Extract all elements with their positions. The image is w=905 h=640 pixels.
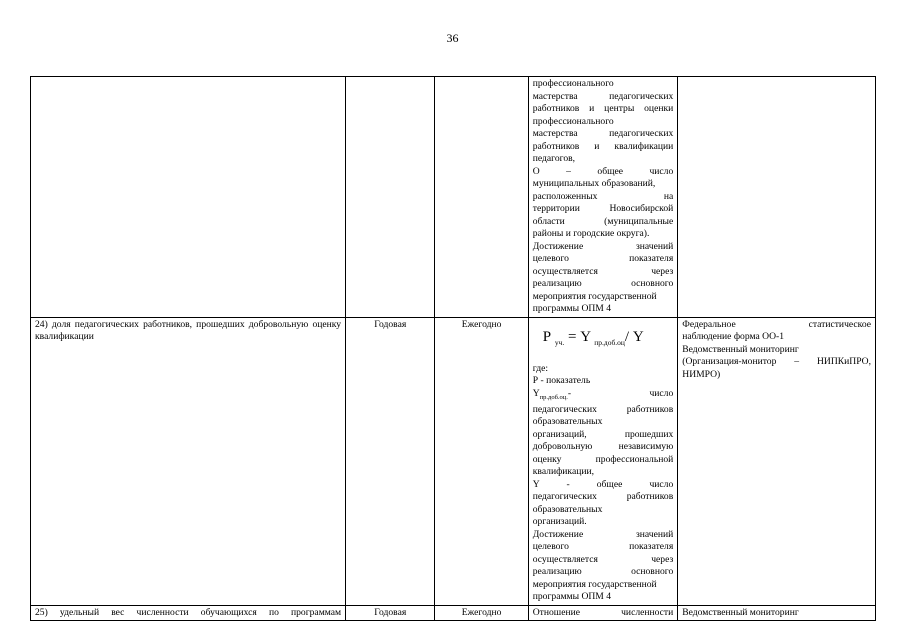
text-line: добровольную независимую	[532, 441, 674, 453]
text-line: работников и центры оценки	[532, 103, 674, 114]
formula-lhs-sub: уч.	[554, 337, 565, 347]
text-line: осуществляется через	[532, 553, 674, 565]
indicators-table	[30, 76, 876, 621]
text-line: осуществляется через	[532, 265, 674, 277]
formula-num: Y	[580, 328, 591, 345]
text-line: Достижение значений	[532, 240, 674, 252]
source-cell	[678, 77, 876, 318]
formula-num-sub: пр.доб.оц	[594, 337, 625, 347]
formula-lhs: Р	[542, 328, 552, 345]
text-line: педагогических работников	[532, 403, 674, 415]
periodicity-cell: Годовая	[346, 317, 435, 605]
text-line: целевого показателя	[532, 541, 674, 553]
text-line: Р - показатель	[532, 375, 591, 386]
frequency-cell: Ежегодно	[435, 605, 528, 621]
text-line: реализацию основного	[532, 278, 674, 289]
text-line: муниципальных образований,	[532, 178, 656, 189]
formula-div: /	[624, 328, 630, 345]
source-cell	[678, 317, 876, 605]
indicator-cell	[31, 77, 346, 318]
text-line: образовательных	[532, 503, 603, 515]
table-row	[31, 317, 876, 605]
text-line: мероприятия государственной	[532, 578, 657, 590]
text-line: работников и квалификации	[532, 140, 674, 152]
periodicity-cell: Годовая	[346, 605, 435, 621]
text-line: расположенных на	[532, 190, 674, 202]
text-line: реализацию основного	[532, 566, 674, 578]
text-line: целевого показателя	[532, 253, 674, 264]
text-line: где:	[532, 362, 549, 374]
text-line: квалификации,	[532, 466, 595, 478]
formula	[533, 319, 674, 363]
text-line: $Y_{пр.доб.оц.}-$ число	[532, 387, 674, 401]
text-line: Ведомственный мониторинг	[682, 343, 799, 355]
text-line: программы ОПМ 4	[532, 591, 612, 603]
text-line: организаций, прошедших	[532, 428, 674, 440]
text-line: педагогов,	[532, 153, 576, 164]
text-line: области (муниципальные	[532, 215, 674, 227]
table-row	[31, 605, 876, 621]
text-line: Федеральное статистическое	[682, 318, 871, 330]
text-line: Достижение значений	[532, 528, 674, 540]
method-cell: Отношение численности	[528, 605, 678, 621]
text-line: мастерства педагогических	[532, 128, 674, 139]
table-row	[31, 77, 876, 318]
method-text	[533, 363, 674, 604]
text-line: (Организация-монитор – НИПКиПРО,	[682, 356, 871, 367]
method-cell	[528, 77, 678, 318]
text-line: педагогических работников	[532, 491, 674, 503]
periodicity-cell	[346, 77, 435, 318]
page-number: 36	[446, 31, 459, 45]
text-line: профессионального	[532, 78, 614, 89]
text-line: мероприятия государственной	[532, 290, 657, 302]
frequency-cell: Ежегодно	[435, 317, 528, 605]
text-line: Y - общее число	[532, 478, 674, 490]
text-line: мастерства педагогических	[532, 90, 674, 102]
text-line: О – общее число	[532, 165, 674, 177]
text-line: организаций.	[532, 516, 587, 528]
method-cell	[528, 317, 678, 605]
frequency-cell	[435, 77, 528, 318]
text-line: оценку профессиональной	[532, 453, 674, 465]
formula-eq: =	[568, 328, 577, 345]
text-line: образовательных	[532, 416, 603, 428]
text-line: наблюдение форма ОО-1	[682, 331, 785, 342]
indicator-cell: 25) удельный вес численности обучающихся по программам	[31, 605, 346, 621]
text-line: НИМРО)	[682, 368, 721, 380]
indicator-cell: 24) доля педагогических работников, прошедших добровольную оценку квалификации	[31, 317, 346, 605]
text-line: территории Новосибирской	[532, 203, 674, 214]
source-cell: Ведомственный мониторинг	[678, 605, 876, 621]
text-line: районы и городские округа).	[532, 228, 650, 239]
formula-den: Y	[632, 328, 644, 345]
text-line: профессионального	[532, 115, 614, 127]
text-line: программы ОПМ 4	[532, 303, 612, 314]
